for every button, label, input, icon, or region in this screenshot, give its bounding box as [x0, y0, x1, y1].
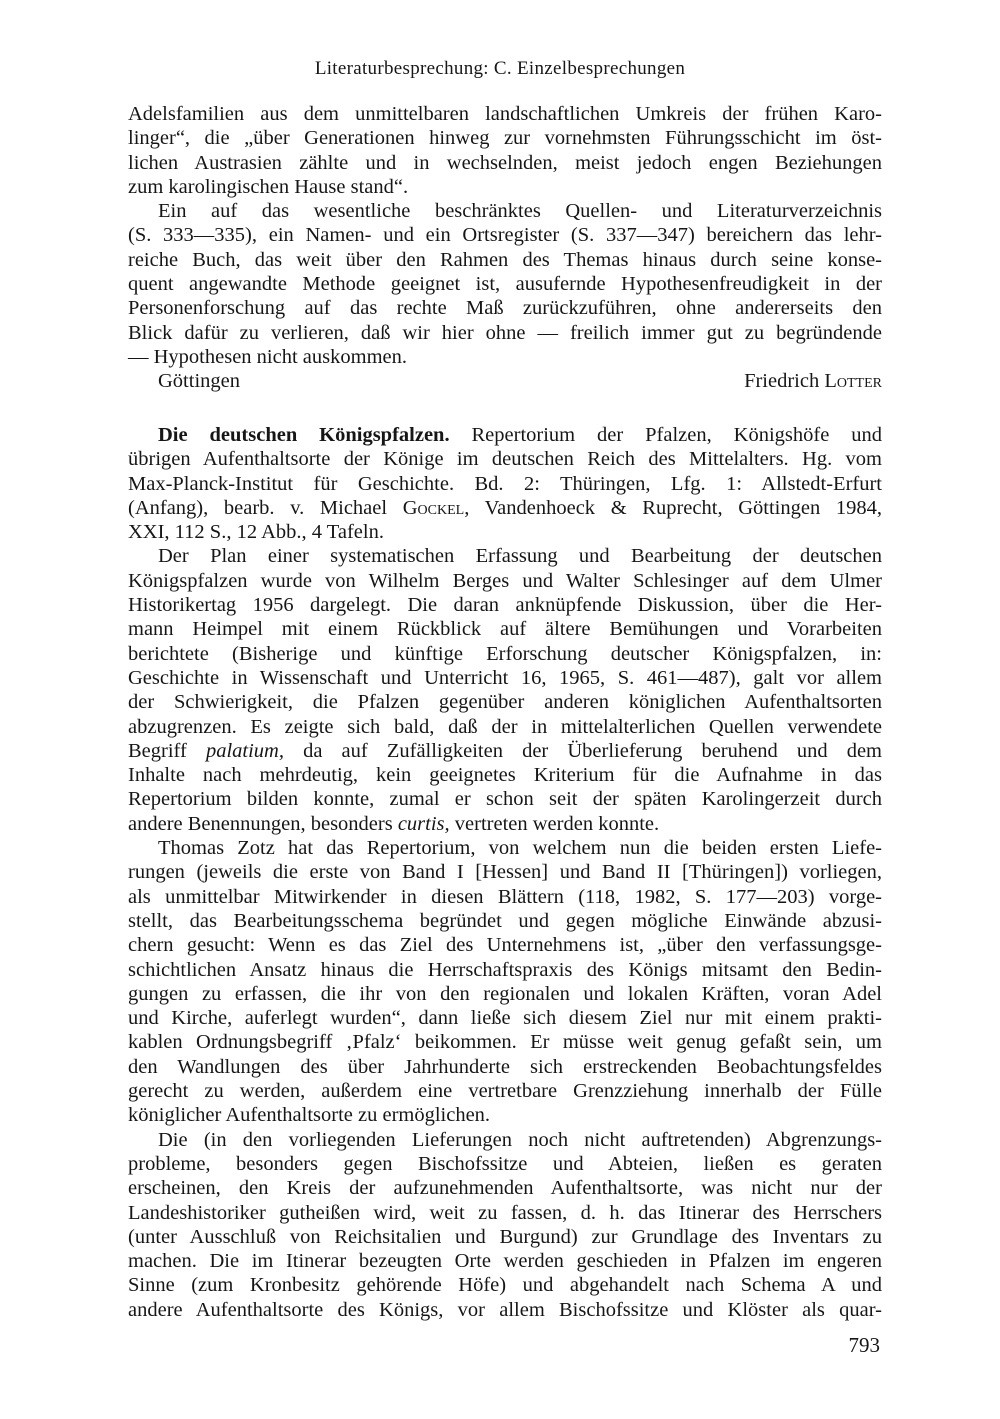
text-line: gungen zu erfassen, die ihr von den regionalen und lokalen Kräften, voran Adel — [128, 982, 882, 1005]
text-line: mann Heimpel mit einem Rückblick auf ältere Bemühungen und Vorarbeiten — [128, 618, 882, 641]
text-line: erscheinen, den Kreis der aufzunehmenden Aufenthaltsorte, was nicht nur der — [128, 1177, 882, 1200]
text-line: Inhalte nach mehrdeutig, kein geeignetes Kriterium für die Aufnahme in das — [128, 764, 882, 787]
text-line: abzugrenzen. Es zeigte sich bald, daß der in mittelalterlichen Quellen verwendete — [128, 715, 882, 738]
text-line: schichtlichen Ansatz hinaus die Herrschaftspraxis des Königs mitsamt den Bedin- — [128, 958, 882, 981]
text-line: Blick dafür zu verlieren, daß wir hier ohne — freilich immer gut zu begründende — [128, 321, 882, 344]
citation-line: XXI, 112 S., 12 Abb., 4 Tafeln. — [128, 521, 384, 544]
text-line: zum karolingischen Hause stand“. — [128, 175, 409, 198]
text-line: probleme, besonders gegen Bischofssitze und Abteien, ließen es geraten — [128, 1152, 882, 1175]
citation-line: übrigen Aufenthaltsorte der Könige im deutschen Reich des Mittelalters. Hg. vom — [128, 448, 882, 471]
review-2-body — [128, 423, 882, 1322]
text-line: stellt, das Bearbeitungsschema begründet und gegen mögliche Einwände abzusi- — [128, 909, 882, 932]
text-line: Begriff palatium, da auf Zufälligkeiten der Überlieferung beruhend und dem — [128, 739, 883, 762]
text-line: Repertorium bilden konnte, zumal er schon seit der späten Karolingerzeit durch — [128, 788, 882, 811]
text-line: Thomas Zotz hat das Repertorium, von welchem nun die beiden ersten Liefe- — [158, 837, 882, 860]
running-header: Literaturbesprechung: C. Einzelbesprechungen — [314, 58, 686, 79]
text-line: Sinne (zum Kronbesitz gehörende Höfe) und abgehandelt nach Schema A und — [128, 1274, 882, 1297]
text-line: und Kirche, auferlegt wurden“, dann ließe sich diesem Ziel nur mit einem prakti- — [128, 1007, 882, 1030]
text-line: als unmittelbar Mitwirkender in diesen Blättern (118, 1982, S. 177—203) vorge- — [128, 885, 882, 908]
text-line: Adelsfamilien aus dem unmittelbaren landschaftlichen Umkreis der frühen Karo- — [128, 103, 882, 125]
text-line: berichtete (Bisherige und künftige Erforschung deutscher Königspfalzen, in: — [128, 642, 882, 665]
text-line: andere Benennungen, besonders curtis, vertreten werden konnte. — [128, 812, 660, 835]
text-line: Geschichte in Wissenschaft und Unterricht 16, 1965, S. 461—487), galt vor allem — [128, 666, 882, 689]
author-last-name: Lotter — [824, 370, 882, 393]
text-line: machen. Die im Itinerar bezeugten Orte werden geschieden in Pfalzen im engeren — [128, 1250, 882, 1273]
text-line: gerecht zu werden, außerdem eine vertretbare Grenzziehung innerhalb der Fülle — [128, 1080, 882, 1103]
text-line: Königspfalzen wurde von Wilhelm Berges und Walter Schlesinger auf dem Ulmer — [128, 569, 882, 592]
text-line: (unter Ausschluß von Reichsitalien und Burgund) zur Grundlage des Inventars zu — [128, 1225, 882, 1248]
text-line: Personenforschung auf das rechte Maß zurückzuführen, ohne andererseits den — [128, 297, 882, 320]
text-line: kablen Ordnungsbegriff ‚Pfalz‘ beikommen. Er müsse weit genug gefaßt sein, um — [128, 1031, 882, 1054]
text-line: den Wandlungen des über Jahrhunderte sich erstreckenden Beobachtungsfeldes — [128, 1055, 882, 1078]
review-1-body — [128, 102, 882, 394]
text-line: Historikertag 1956 dargelegt. Die daran anknüpfende Diskussion, über die Her- — [128, 594, 882, 617]
text-line: lichen Austrasien zählte und in wechselnden, meist jedoch engen Beziehungen — [128, 151, 882, 174]
text-line: königlicher Aufenthaltsorte zu ermöglichen. — [128, 1104, 491, 1127]
text-line: Landeshistoriker gutheißen wird, weit zu fassen, d. h. das Itinerar des Herrschers — [128, 1201, 882, 1224]
page-number: 793 — [848, 1333, 880, 1357]
text-line: — Hypothesen nicht auskommen. — [128, 345, 407, 368]
text-line: Die (in den vorliegenden Lieferungen noch nicht auftretenden) Abgrenzungs- — [158, 1128, 882, 1151]
editor-name: Gockel — [402, 496, 465, 519]
text-line: chern gesucht: Wenn es das Ziel des Unternehmens ist, „über den verfassungsge- — [128, 934, 882, 957]
text-line: quent angewandte Methode geeignet ist, ausufernde Hypothesenfreudigkeit in der — [128, 273, 882, 296]
citation-line: (Anfang), bearb. v. Michael Gockel, Vandenhoeck & Ruprecht, Göttingen 1984, — [128, 496, 883, 519]
text-line: der Schwierigkeit, die Pfalzen gegenüber anderen königlichen Aufenthaltsorten — [128, 691, 882, 714]
author-first-name: Friedrich — [744, 370, 820, 393]
text-line: (S. 333—335), ein Namen- und ein Ortsregister (S. 337—347) bereichern das lehr- — [128, 224, 882, 247]
signature-author — [744, 369, 882, 393]
citation-line: Max-Planck-Institut für Geschichte. Bd. 2: Thüringen, Lfg. 1: Allstedt-Erfurt — [128, 472, 882, 495]
text-line: linger“, die „über Generationen hinweg zur vornehmsten Führungsschicht im öst- — [128, 127, 882, 150]
review-signature — [128, 369, 882, 393]
text-line: Der Plan einer systematischen Erfassung und Bearbeitung der deutschen — [158, 545, 882, 568]
book-title: Die deutschen Königspfalzen. — [158, 424, 450, 446]
text-line: andere Aufenthaltsorte des Königs, vor allem Bischofssitze und Klöster als quar- — [128, 1298, 882, 1321]
citation-line: Die deutschen Königspfalzen. Repertorium der Pfalzen, Königshöfe und — [158, 424, 882, 446]
text-line: reiche Buch, das weit über den Rahmen des Themas hinaus durch seine konse- — [128, 248, 882, 271]
text-line: Ein auf das wesentliche beschränktes Quellen- und Literaturverzeichnis — [158, 200, 882, 223]
text-line: rungen (jeweils die erste von Band I [Hessen] und Band II [Thüringen]) vorliegen, — [128, 861, 882, 884]
signature-place: Göttingen — [158, 370, 240, 393]
